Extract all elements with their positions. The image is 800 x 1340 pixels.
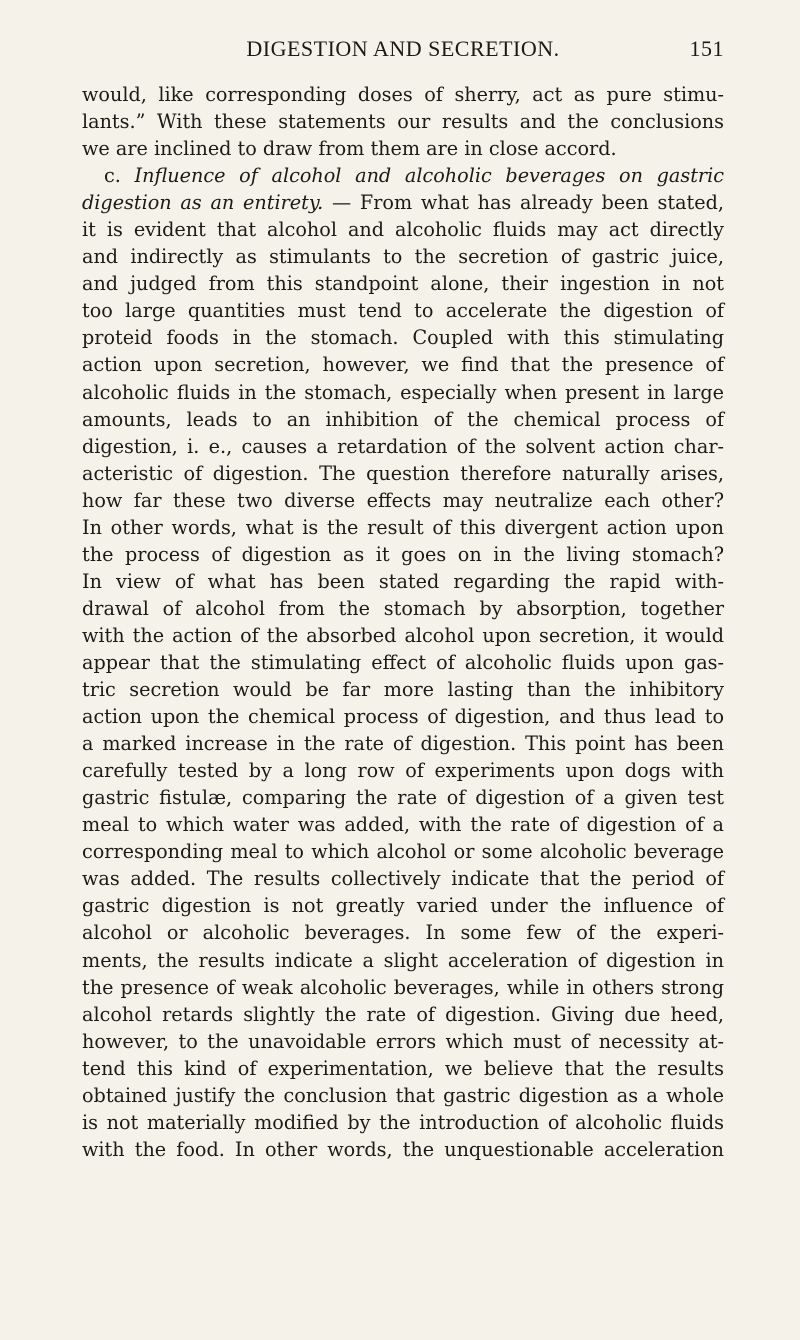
text-line (82, 189, 724, 216)
line-text: is not materially modified by the introduction of alcoholic fluids (82, 1110, 724, 1134)
text-line (82, 622, 724, 649)
line-text: — From what has already been stated, (323, 191, 724, 215)
text-line (82, 379, 724, 406)
text-line (82, 757, 724, 784)
text-line (82, 460, 724, 487)
line-text: gastric digestion is not greatly varied under the influence of (82, 894, 724, 918)
line-text: and judged from this standpoint alone, their ingestion in not (82, 272, 724, 296)
text-line (82, 541, 724, 568)
text-line (82, 1136, 724, 1163)
line-text: it is evident that alcohol and alcoholic fluids may act directly (82, 218, 724, 242)
line-text: too large quantities must tend to accelerate the digestion of (82, 299, 724, 323)
line-text: amounts, leads to an inhibition of the chemical process of (82, 407, 724, 431)
text-line (82, 216, 724, 243)
text-line (82, 162, 724, 189)
italic-text: digestion as an entirety. (82, 191, 324, 215)
text-line (82, 568, 724, 595)
line-text: action upon secretion, however, we find that the presence of (82, 353, 724, 377)
text-line (82, 649, 724, 676)
line-text: and indirectly as stimulants to the secretion of gastric juice, (82, 245, 724, 269)
line-text: however, to the unavoidable errors which must of necessity at- (82, 1029, 724, 1053)
text-line (82, 892, 724, 919)
text-line (82, 297, 724, 324)
text-line (82, 487, 724, 514)
line-text: appear that the stimulating effect of alcoholic fluids upon gas- (82, 650, 724, 674)
italic-text: Influence of alcohol and alcoholic beverages on gastric (134, 164, 724, 188)
line-text: with the action of the absorbed alcohol upon secretion, it would (82, 623, 724, 647)
line-text: digestion, i. e., causes a retardation of the solvent action char- (82, 434, 724, 458)
text-line (82, 947, 724, 974)
text-line (82, 811, 724, 838)
text-line (82, 270, 724, 297)
text-line (82, 1001, 724, 1028)
text-line (82, 1109, 724, 1136)
text-line (82, 865, 724, 892)
line-text: was added. The results collectively indicate that the period of (82, 867, 724, 891)
line-text: alcohol retards slightly the rate of digestion. Giving due heed, (82, 1002, 724, 1026)
line-text: alcoholic fluids in the stomach, especially when present in large (82, 380, 724, 404)
line-text: In other words, what is the result of this divergent action upon (82, 515, 724, 539)
text-line (82, 108, 724, 135)
text-line (82, 81, 724, 108)
line-text: drawal of alcohol from the stomach by absorption, together (82, 596, 724, 620)
line-text: tric secretion would be far more lasting than the inhibitory (82, 678, 724, 702)
line-text: action upon the chemical process of digestion, and thus lead to (82, 705, 724, 729)
line-text: with the food. In other words, the unquestionable acceleration (82, 1137, 724, 1161)
text-line (82, 919, 724, 946)
text-line (82, 703, 724, 730)
text-line (82, 784, 724, 811)
text-line (82, 324, 724, 351)
text-line (82, 406, 724, 433)
text-line (82, 730, 724, 757)
text-line (82, 243, 724, 270)
text-line (82, 1055, 724, 1082)
line-text: ments, the results indicate a slight acceleration of digestion in (82, 948, 724, 972)
line-text: c. (104, 164, 135, 188)
line-text: corresponding meal to which alcohol or some alcoholic beverage (82, 840, 724, 864)
line-text: how far these two diverse effects may neutralize each other? (82, 488, 724, 512)
line-text: obtained justify the conclusion that gastric digestion as a whole (82, 1083, 724, 1107)
line-text: carefully tested by a long row of experiments upon dogs with (82, 759, 724, 783)
line-text: alcohol or alcoholic beverages. In some few of the experi- (82, 921, 724, 945)
line-text: meal to which water was added, with the rate of digestion of a (82, 813, 724, 837)
text-line (82, 135, 724, 162)
line-text: the presence of weak alcoholic beverages, while in others strong (82, 975, 724, 999)
text-line (82, 676, 724, 703)
text-line (82, 1082, 724, 1109)
line-text: gastric fistulæ, comparing the rate of digestion of a given test (82, 786, 724, 810)
text-line (82, 433, 724, 460)
body-text (82, 81, 724, 1163)
line-text: lants.” With these statements our results and the conclusions (82, 110, 724, 134)
line-text: In view of what has been stated regarding the rapid with- (82, 569, 724, 593)
text-line (82, 514, 724, 541)
line-text: the process of digestion as it goes on in the living stomach? (82, 542, 724, 566)
page-number: 151 (689, 36, 724, 61)
running-title: DIGESTION AND SECRETION. (246, 36, 560, 61)
line-text: tend this kind of experimentation, we believe that the results (82, 1056, 724, 1080)
line-text: would, like corresponding doses of sherry, act as pure stimu- (82, 83, 724, 106)
running-head (82, 36, 724, 68)
line-text: we are inclined to draw from them are in close accord. (82, 137, 617, 161)
text-line (82, 838, 724, 865)
line-text: proteid foods in the stomach. Coupled with this stimulating (82, 326, 724, 350)
line-text: a marked increase in the rate of digestion. This point has been (82, 732, 724, 756)
text-line (82, 974, 724, 1001)
line-text: acteristic of digestion. The question therefore naturally arises, (82, 461, 724, 485)
text-line (82, 1028, 724, 1055)
text-line (82, 351, 724, 378)
text-line (82, 595, 724, 622)
